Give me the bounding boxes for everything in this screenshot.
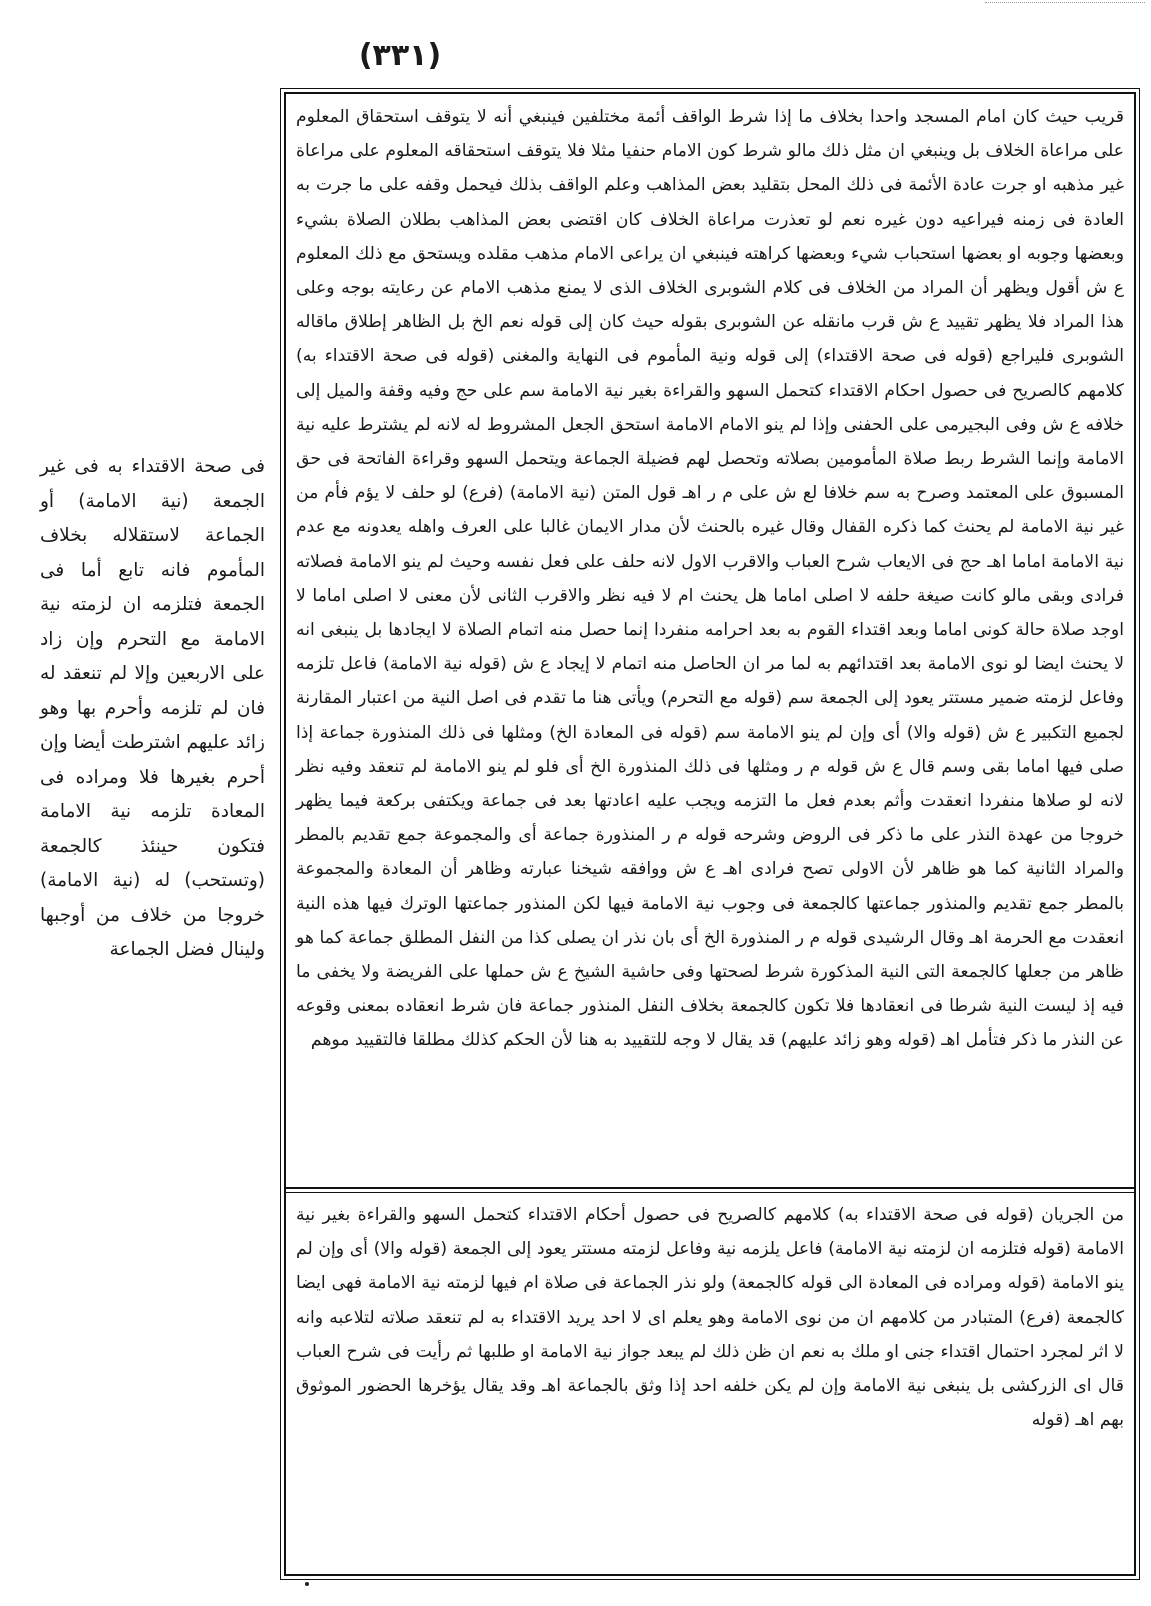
section-divider — [286, 1187, 1134, 1189]
scan-edge-dots — [985, 2, 1145, 3]
main-text-frame — [284, 92, 1136, 1576]
section-divider-inner — [286, 1192, 1134, 1193]
upper-commentary-text: قريب حيث كان امام المسجد واحدا بخلاف ما إذا شرط الواقف أئمة مختلفين فينبغي أنه لا يتوقف استحقاق المعلوم على مراعاة الخلاف بل وينبغي ان مثل ذلك مالو شرط كون الامام حنفيا مثلا فلا يتوقف استحقاقه المعلوم على مراعاة غير مذهبه او جرت عادة الأئمة فى ذلك المحل بتقليد بعض المذاهب وعلم الواقف بذلك فيحمل وقفه على ما جرت به العادة فى زمنه فيراعيه دون غيره نعم لو تعذرت مراعاة الخلاف كان اقتضى بعض المذاهب بطلان الصلاة بشيء وبعضها وجوبه او بعضها استحباب شيء وبعضها كراهته فينبغي ان يراعى الامام مذهب مقلده ويستحق مع ذلك المعلوم ع ش أقول ويظهر أن المراد من الخلاف فى كلام الشوبرى الخلاف الذى لا يمنع مذهب الامام عن رعايته بوجه وعلى هذا المراد فلا يظهر تقييد ع ش قرب مانقله عن الشوبرى بقوله حيث كان إلى قوله نعم الخ بل الظاهر إطلاق ماقاله الشوبرى فليراجع (قوله فى صحة الاقتداء) إلى قوله ونية المأموم فى النهاية والمغنى (قوله فى صحة الاقتداء به) كلامهم كالصريح فى حصول احكام الاقتداء كتحمل السهو والقراءة بغير نية الامامة سم على حج وفيه وقفة والميل إلى خلافه ع ش وفى البجيرمى على الحفنى وإذا لم ينو الامام الامامة استحق الجعل المشروط له لانه لم يشترط عليه نية الامامة وإنما الشرط ربط صلاة المأمومين بصلاته وتحصل لهم فضيلة الجماعة ويتحمل السهو وقراءة الفاتحة فى حق المسبوق على المعتمد وصرح به سم خلافا لع ش على م ر اهـ قول المتن (نية الامامة) (فرع) لو حلف لا يؤم فأم من غير نية الامامة لم يحنث كما ذكره القفال وقال غيره بالحنث لأن مدار الايمان غالبا على العرف واهله يعدونه مع عدم نية الامامة اماما اهـ حج فى الايعاب شرح العباب والاقرب الاول لانه حلف على فعل نفسه وحيث لم ينو الامامة فصلاته فرادى وبقى مالو كانت صيغة حلفه لا اصلى اماما هل يحنث ام لا فيه نظر والاقرب الثانى لأن معنى لا اصلى اماما لا اوجد صلاة حالة كونى اماما وبعد اقتداء القوم به بعد احرامه منفردا إنما حصل منه اتمام الصلاة لا ايجادها بل ينبغى انه لا يحنث ايضا لو نوى الامامة بعد اقتدائهم به لما مر ان الحاصل منه اتمام لا إيجاد ع ش (قوله نية الامامة) فاعل تلزمه وفاعل لزمته ضمير مستتر يعود إلى الجمعة سم (قوله مع التحرم) ويأتى هنا ما تقدم فى اصل النية من اعتبار المقارنة لجميع التكبير ع ش (قوله والا) أى وإن لم ينو الامامة سم (قوله فى المعادة الخ) ومثلها فى ذلك المنذورة جماعة إذا صلى فيها اماما بقى وسم قال ع ش قوله م ر ومثلها فى ذلك المنذورة الخ أى فلو لم ينو الامامة لم تنعقد وفيه نظر لانه لو صلاها منفردا انعقدت وأثم بعدم فعل ما التزمه ويجب عليه اعادتها بعد فى جماعة ويكتفى بركعة فيما يظهر خروجا من عهدة النذر على ما ذكر فى الروض وشرحه قوله م ر المنذورة جماعة أى والمجموعة جمع تقديم بالمطر والمراد الثانية كما هو ظاهر لأن الاولى تصح فرادى اهـ ع ش ووافقه شيخنا عبارته وظاهر أن المعادة والمجموعة بالمطر جمع تقديم والمنذور جماعتها كالجمعة فى وجوب نية الامامة فيها لكن المنذور جماعتها الوترك فيها هذه النية انعقدت مع الحرمة اهـ وقال الرشيدى قوله م ر المنذورة الخ أى بان نذر ان يصلى كذا من النفل المطلق جماعة كما هو ظاهر من جعلها كالجمعة التى النية المذكورة شرط لصحتها وفى حاشية الشيخ ع ش حملها على الفريضة ولا يخفى ما فيه إذ ليست النية شرطا فى انعقادها فلا تكون كالجمعة بخلاف النفل المنذور جماعة فان شرط انعقاده بمعنى وقوعه عن النذر ما ذكر فتأمل اهـ (قوله وهو زائد عليهم) قد يقال لا وجه للتقييد به هنا لأن الحكم كذلك مطلقا فالتقييد موهم — [296, 107, 1124, 1051]
page-number: (٣٣١) — [358, 38, 442, 73]
margin-matn-text: فى صحة الاقتداء به فى غير الجمعة (نية الامامة) أو الجماعة لاستقلاله بخلاف المأموم فانه تابع أما فى الجمعة فتلزمه ان لزمته نية الامامة مع التحرم وإن زاد على الاربعين وإلا لم تنعقد له فان لم تلزمه وأحرم بها وهو زائد عليهم اشترطت أيضا وإن أحرم بغيرها فلا ومراده فى المعادة تلزمه نية الامامة فتكون حينئذ كالجمعة (وتستحب) له (نية الامامة) خروجا من خلاف من أوجبها ولينال فضل الجماعة — [40, 456, 265, 960]
lower-commentary-text: من الجريان (قوله فى صحة الاقتداء به) كلامهم كالصريح فى حصول أحكام الاقتداء كتحمل السهو والقراءة بغير نية الامامة (قوله فتلزمه ان لزمته نية الامامة) فاعل يلزمه نية وفاعل لزمته مستتر يعود إلى الجمعة (قوله والا) أى وإن لم ينو الامامة (قوله ومراده فى المعادة الى قوله كالجمعة) ولو نذر الجماعة فى صلاة ام فيها لزمته نية الامامة فهى ايضا كالجمعة (فرع) المتبادر من كلامهم ان من نوى الامامة وهو يعلم اى لا احد يريد الاقتداء به لم تنعقد صلاته لتلاعبه وانه لا اثر لمجرد احتمال اقتداء جنى او ملك به نعم ان ظن ذلك لم يبعد جواز نية الامامة او طلبها ثم رأيت فى شرح العباب قال اى الزركشى بل ينبغى نية الامامة وإن لم يكن خلفه احد إذا وثق بالجماعة اهـ وقد يقال يؤخرها الحضور الموثوق بهم اهـ (قوله — [296, 1205, 1124, 1431]
ink-dot — [305, 1582, 309, 1586]
